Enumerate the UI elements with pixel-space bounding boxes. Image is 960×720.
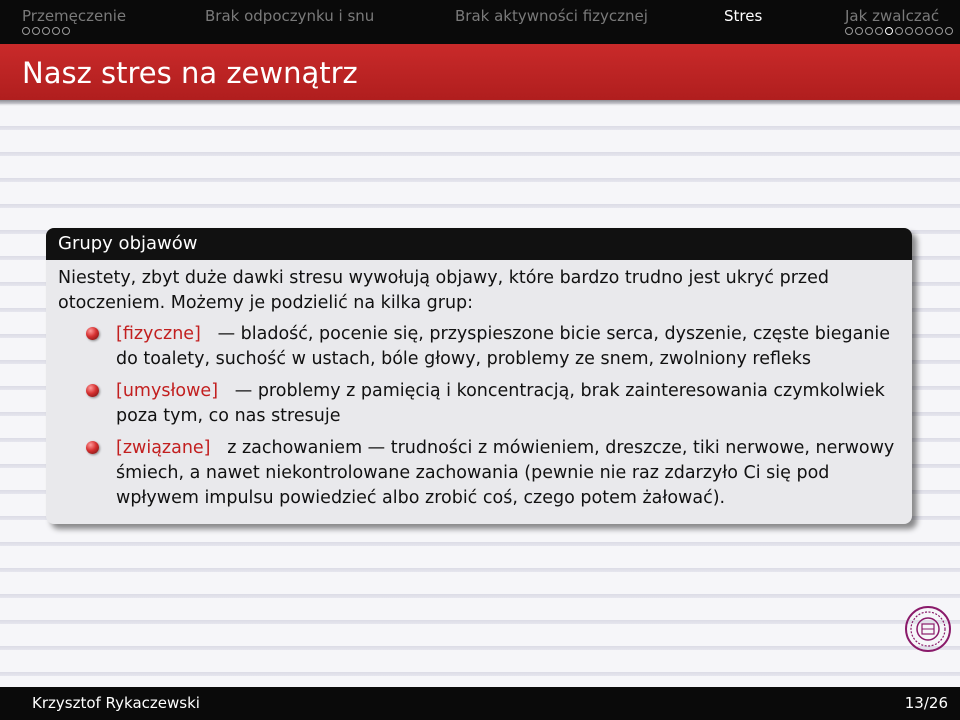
nav-dot[interactable] (935, 27, 943, 35)
item-tag: [związane] (116, 438, 211, 458)
nav-dot[interactable] (22, 27, 30, 35)
nav-dots-jak-zwalczac (845, 27, 953, 35)
frame-title-bar (0, 44, 960, 100)
list-item (58, 322, 900, 372)
nav-dot[interactable] (945, 27, 953, 35)
item-tag: [umysłowe] (116, 381, 219, 401)
list-item (58, 379, 900, 429)
nav-dot[interactable] (875, 27, 883, 35)
ball-bullet-icon (86, 441, 99, 454)
navigation-bar (0, 0, 960, 44)
item-dash: — (206, 324, 241, 344)
symptom-list (58, 322, 900, 511)
ball-bullet-icon (86, 384, 99, 397)
university-seal-icon (904, 605, 952, 653)
nav-dot[interactable] (52, 27, 60, 35)
list-item (58, 436, 900, 511)
footer-bar (0, 687, 960, 720)
nav-section-jak-zwalczac[interactable]: Jak zwalczać (845, 7, 940, 25)
nav-dot[interactable] (32, 27, 40, 35)
nav-dot[interactable] (915, 27, 923, 35)
footer-author: Krzysztof Rykaczewski (32, 694, 200, 712)
nav-dot[interactable] (42, 27, 50, 35)
nav-section-brak-odpoczynku[interactable]: Brak odpoczynku i snu (205, 7, 375, 25)
title-bar-shadow (0, 100, 960, 106)
item-text: problemy z pamięcią i koncentracją, brak zainteresowania czymkolwiek poza tym, co nas stresuje (116, 381, 885, 426)
nav-dot-current[interactable] (885, 27, 893, 35)
item-text: z zachowaniem — trudności z mówieniem, dreszcze, tiki nerwowe, nerwowy śmiech, a nawet niekontrolowane zachowania (pewnie nie raz zdarzyło Ci się pod wpływem impulsu powiedzieć albo zrobić coś, czego potem żałować). (116, 438, 895, 508)
nav-dot[interactable] (925, 27, 933, 35)
nav-dot[interactable] (865, 27, 873, 35)
block-body (46, 260, 912, 511)
item-dash: — (223, 381, 258, 401)
block-intro: Niestety, zbyt duże dawki stresu wywołują objawy, które bardzo trudno jest ukryć przed otoczeniem. Możemy je podzielić na kilka grup: (58, 268, 829, 313)
nav-section-przemeczenie[interactable]: Przemęczenie (22, 7, 127, 25)
nav-dot[interactable] (845, 27, 853, 35)
page-number: 13/26 (904, 694, 948, 712)
nav-section-brak-aktywnosci[interactable]: Brak aktywności fizycznej (455, 7, 648, 25)
block-title: Grupy objawów (46, 228, 912, 260)
nav-section-stres[interactable]: Stres (724, 7, 763, 25)
item-text: bladość, pocenie się, przyspieszone bicie serca, dyszenie, częste bieganie do toalety, suchość w ustach, bóle głowy, problemy ze snem, zwolniony refleks (116, 324, 891, 369)
nav-dot[interactable] (905, 27, 913, 35)
nav-dots-przemeczenie (22, 27, 70, 35)
nav-dot[interactable] (62, 27, 70, 35)
ball-bullet-icon (86, 327, 99, 340)
content-block (46, 228, 912, 524)
item-tag: [fizyczne] (116, 324, 201, 344)
frame-title: Nasz stres na zewnątrz (22, 56, 358, 90)
item-space (216, 438, 227, 458)
nav-dot[interactable] (895, 27, 903, 35)
nav-dot[interactable] (855, 27, 863, 35)
